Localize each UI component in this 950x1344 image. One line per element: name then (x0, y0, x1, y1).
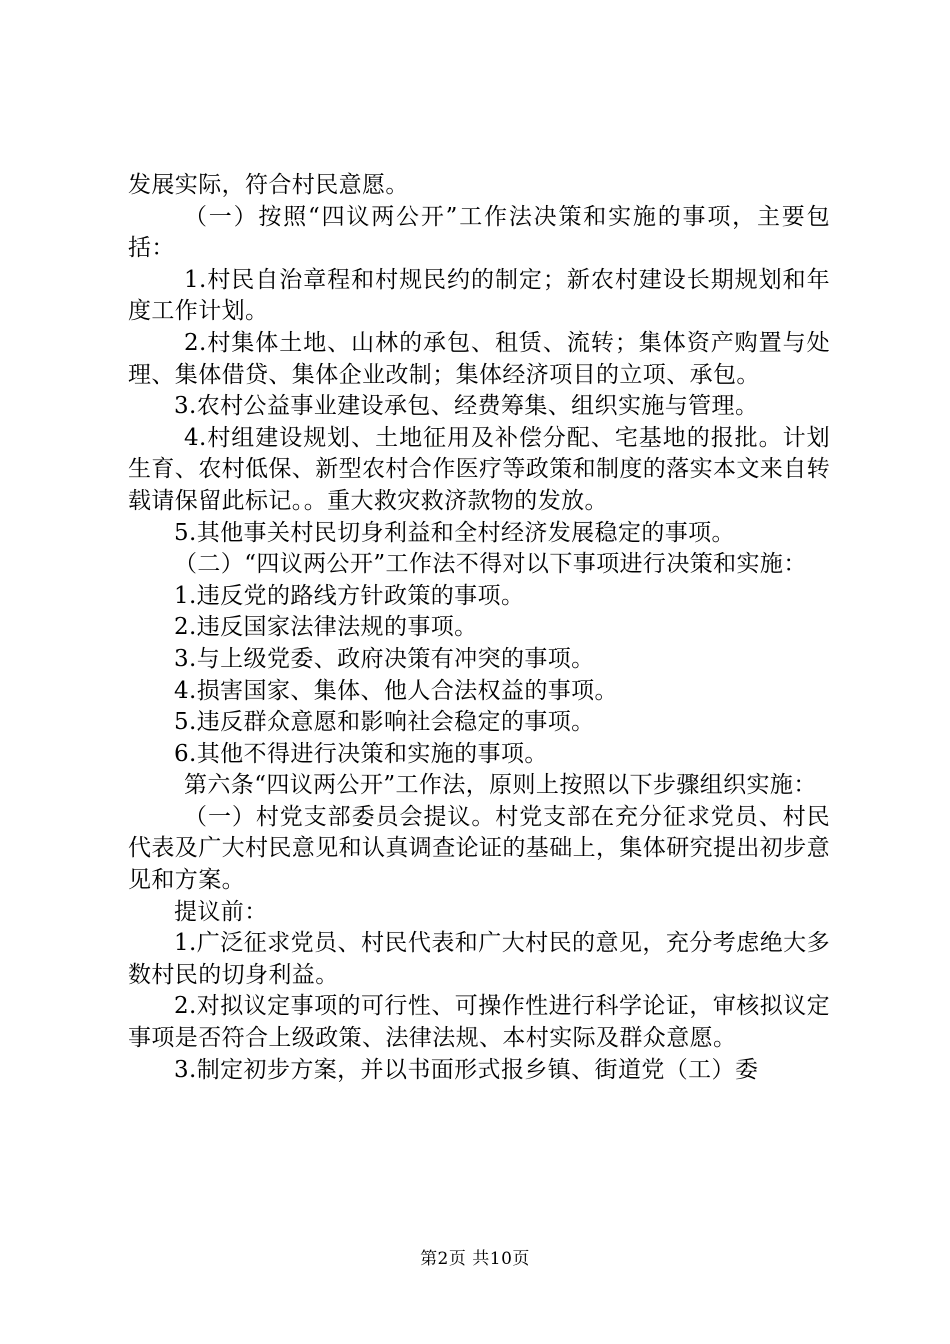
paragraph: 5.违反群众意愿和影响社会稳定的事项。 (174, 709, 595, 736)
paragraph: 4.损害国家、集体、他人合法权益的事项。 (174, 677, 618, 704)
paragraph: 3.与上级党委、政府决策有冲突的事项。 (174, 645, 595, 672)
paragraph: 3.农村公益事业建设承包、经费筹集、组织实施与管理。 (174, 393, 759, 420)
paragraph: 5.其他事关村民切身利益和全村经济发展稳定的事项。 (174, 519, 735, 546)
paragraph: 1.违反党的路线方针政策的事项。 (174, 582, 525, 609)
paragraph: 第六条“四议两公开”工作法，原则上按照以下步骤组织实施： (184, 772, 817, 799)
paragraph: （二）“四议两公开”工作法不得对以下事项进行决策和实施： (174, 551, 807, 578)
paragraph: 提议前： (174, 898, 268, 925)
paragraph: 3.制定初步方案，并以书面形式报乡镇、街道党（工）委 (174, 1056, 759, 1083)
paragraph: （一）按照“四议两公开”工作法决策和实施的事项，主要包括： (128, 203, 830, 262)
paragraph: 发展实际，符合村民意愿。 (128, 172, 409, 198)
paragraph: 1.广泛征求党员、村民代表和广大村民的意见，充分考虑绝大多数村民的切身利益。 (128, 930, 830, 988)
paragraph: 2.违反国家法律法规的事项。 (174, 614, 478, 641)
paragraph: （一）村党支部委员会提议。村党支部在充分征求党员、村民代表及广大村民意见和认真调查论证的基础上，集体研究提出初步意见和方案。 (128, 803, 830, 894)
page-footer: 第2页 共10页 (420, 1249, 530, 1269)
paragraph: 1.村民自治章程和村规民约的制定；新农村建设长期规划和年度工作计划。 (128, 266, 830, 325)
paragraph: 2.对拟议定事项的可行性、可操作性进行科学论证，审核拟议定事项是否符合上级政策、法律法规、本村实际及群众意愿。 (128, 993, 830, 1052)
document-body (128, 170, 830, 1086)
paragraph: 4.村组建设规划、土地征用及补偿分配、宅基地的报批。计划生育、农村低保、新型农村合作医疗等政策和制度的落实本文来自转载请保留此标记。。重大救灾救济款物的发放。 (128, 424, 830, 514)
paragraph: 6.其他不得进行决策和实施的事项。 (174, 740, 548, 767)
paragraph: 2.村集体土地、山林的承包、租赁、流转；集体资产购置与处理、集体借贷、集体企业改制；集体经济项目的立项、承包。 (128, 329, 830, 388)
